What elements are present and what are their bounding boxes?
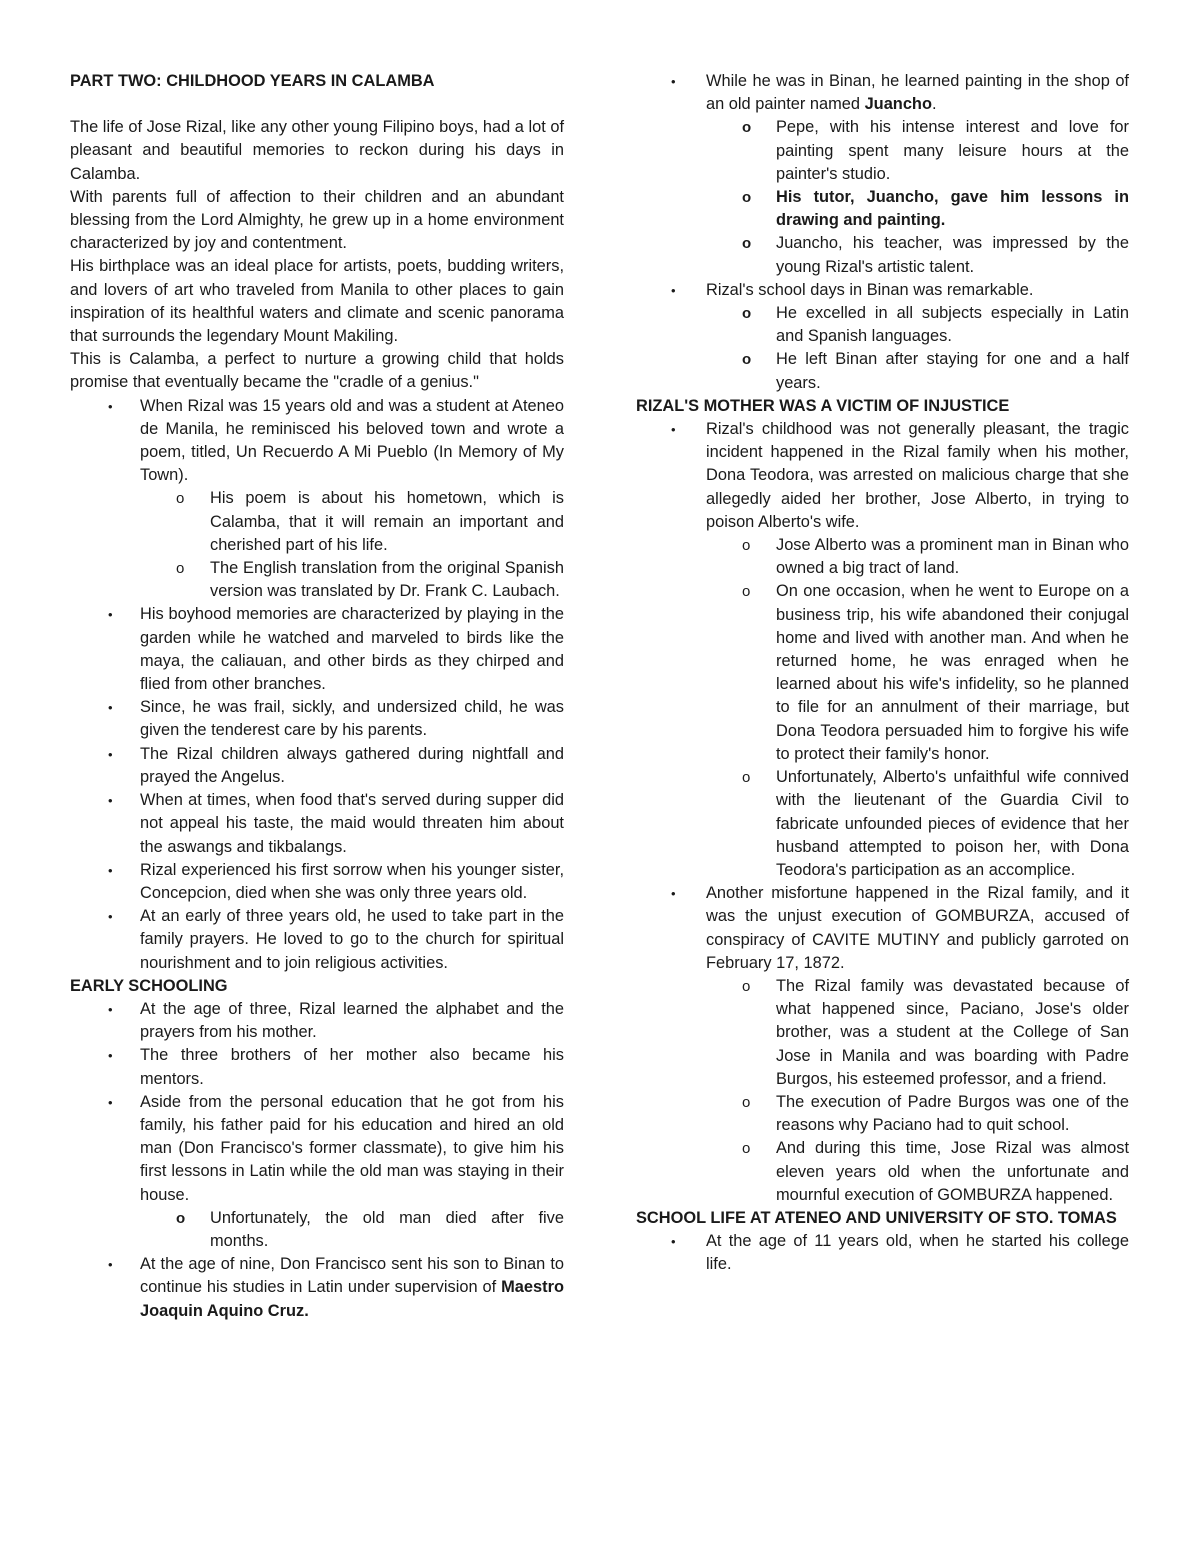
list-item-text: While he was in Binan, he learned painting in the shop of an old painter named bbox=[706, 72, 1129, 114]
bullet-icon: • bbox=[671, 886, 676, 902]
sub-list bbox=[636, 975, 1129, 1207]
intro-paragraph: His birthplace was an ideal place for artists, poets, budding writers, and lovers of art who traveled from Manila to other places to gain inspiration of its healthful waters and climate and scenic panorama that surrounds the legendary Mount Makiling. bbox=[70, 257, 564, 346]
sub-list-item bbox=[140, 487, 564, 557]
list-item bbox=[70, 743, 564, 789]
sub-list-item-text: He left Binan after staying for one and a half years. bbox=[776, 350, 1129, 392]
bullet-icon: • bbox=[108, 1257, 113, 1273]
sub-list-item-text: And during this time, Jose Rizal was almost eleven years old when the unfortunate and mournful execution of GOMBURZA happened. bbox=[776, 1139, 1129, 1204]
bullet-icon: • bbox=[671, 1234, 676, 1250]
list-item bbox=[70, 998, 564, 1044]
list-item bbox=[636, 279, 1129, 395]
sub-list-item bbox=[706, 580, 1129, 766]
intro-paragraph: The life of Jose Rizal, like any other young Filipino boys, had a lot of pleasant and beautiful memories to reckon during his days in Calamba. bbox=[70, 118, 564, 183]
sub-list-item-text: The English translation from the original Spanish version was translated by Dr. Frank C. Laubach. bbox=[210, 559, 564, 601]
sub-list-item-text: The Rizal family was devastated because of what happened since, Paciano, Jose's older brother, was a student at the College of San Jose in Manila and was boarding with Padre Burgos, his esteemed professor, and a friend. bbox=[776, 976, 1129, 1088]
right-column bbox=[636, 70, 1129, 1277]
list-item bbox=[636, 1230, 1129, 1276]
bullet-icon: • bbox=[108, 700, 113, 716]
sub-list-item bbox=[706, 232, 1129, 278]
list-item bbox=[70, 789, 564, 859]
list-item-text: When at times, when food that's served during supper did not appeal his taste, the maid would threaten him about the aswangs and tikbalangs. bbox=[140, 791, 564, 856]
sub-list-item-text: The execution of Padre Burgos was one of the reasons why Paciano had to quit school. bbox=[776, 1092, 1129, 1135]
bullet-icon: • bbox=[108, 1094, 113, 1110]
sub-list-item-text: His tutor, Juancho, gave him lessons in drawing and painting. bbox=[776, 188, 1129, 230]
bullet-icon: • bbox=[108, 862, 113, 878]
list-item bbox=[636, 70, 1129, 279]
section-heading-mother: RIZAL'S MOTHER WAS A VICTIM OF INJUSTICE bbox=[636, 396, 1010, 415]
list-item-text: Rizal's childhood was not generally pleasant, the tragic incident happened in the Rizal family when his mother, Dona Teodora, was arrested on malicious charge that she allegedly aided her brother, Jose Alberto, in trying to poison Alberto's wife. bbox=[706, 420, 1129, 531]
list-item-text: When Rizal was 15 years old and was a student at Ateneo de Manila, he reminisced his beloved town and wrote a poem, titled, Un Recuerdo A Mi Pueblo (In Memory of My Town). bbox=[140, 396, 564, 485]
sub-list-item-text: Unfortunately, Alberto's unfaithful wife connived with the lieutenant of the Guardia Civil to fabricate unfounded pieces of evidence that her husband attempted to poison her, with Dona Teodora's participation as an accomplice. bbox=[776, 768, 1129, 879]
circle-bullet-icon: o bbox=[742, 1093, 751, 1111]
sub-list-item bbox=[706, 1137, 1129, 1207]
bullet-icon: • bbox=[108, 909, 113, 925]
bullet-icon: • bbox=[108, 1001, 113, 1017]
mother-list bbox=[636, 418, 1129, 1207]
sub-list-item-text: Jose Alberto was a prominent man in Binan who owned a big tract of land. bbox=[776, 536, 1129, 578]
list-item bbox=[70, 859, 564, 905]
school-life-list bbox=[636, 1230, 1129, 1276]
list-item bbox=[70, 1091, 564, 1253]
circle-bullet-icon: o bbox=[742, 537, 751, 555]
list-item-text: The three brothers of her mother also became his mentors. bbox=[140, 1046, 564, 1088]
bullet-icon: • bbox=[108, 398, 113, 414]
bullet-icon: • bbox=[108, 746, 113, 762]
sub-list bbox=[636, 534, 1129, 882]
sub-list bbox=[70, 487, 564, 603]
bullet-icon: • bbox=[108, 793, 113, 809]
bullet-icon: • bbox=[108, 1048, 113, 1064]
sub-list bbox=[636, 116, 1129, 278]
circle-bullet-icon: o bbox=[742, 583, 751, 601]
binan-list bbox=[636, 70, 1129, 395]
sub-list-item-text: Pepe, with his intense interest and love for painting spent many leisure hours at the painter's studio. bbox=[776, 118, 1129, 183]
sub-list-item-text: His poem is about his hometown, which is Calamba, that it will remain an important and cherished part of his life. bbox=[210, 489, 564, 554]
sub-list-item-text: On one occasion, when he went to Europe on a business trip, his wife abandoned their conjugal home and lived with another man. And when he returned home, he was enraged when he learned about his wife's infidelity, so he planned to file for an annulment of their marriage, but Dona Teodora persuaded him to forgive his wife to protect their family's honor. bbox=[776, 582, 1129, 763]
intro-paragraph: With parents full of affection to their children and an abundant blessing from the Lord Almighty, he grew up in a home environment characterized by joy and contentment. bbox=[70, 187, 564, 253]
list-item bbox=[70, 1044, 564, 1090]
bullet-icon: • bbox=[671, 422, 676, 438]
circle-bullet-icon: o bbox=[176, 490, 185, 508]
circle-bullet-icon: o bbox=[742, 351, 752, 369]
list-item-text: Another misfortune happened in the Rizal family, and it was the unjust execution of GOMBURZA, accused of conspiracy of CAVITE MUTINY and publicly garroted on February 17, 1872. bbox=[706, 884, 1129, 972]
list-item bbox=[70, 395, 564, 604]
circle-bullet-icon: o bbox=[742, 1140, 751, 1158]
intro-paragraph: This is Calamba, a perfect to nurture a growing child that holds promise that eventually became the "cradle of a genius." bbox=[70, 350, 564, 392]
circle-bullet-icon: o bbox=[742, 305, 752, 323]
sub-list-item bbox=[706, 186, 1129, 232]
section-heading-school-life: SCHOOL LIFE AT ATENEO AND UNIVERSITY OF STO. TOMAS bbox=[636, 1208, 1117, 1227]
list-item bbox=[70, 603, 564, 696]
list-item-text: Rizal experienced his first sorrow when his younger sister, Concepcion, died when she was only three years old. bbox=[140, 860, 564, 902]
list-item-text: His boyhood memories are characterized by playing in the garden while he watched and marveled to birds like the maya, the caliauan, and other birds as they chirped and flied from other branches. bbox=[140, 605, 564, 694]
sub-list-item-text: Unfortunately, the old man died after five months. bbox=[210, 1208, 564, 1250]
section-heading-early-schooling: EARLY SCHOOLING bbox=[70, 976, 228, 995]
sub-list-item bbox=[706, 1091, 1129, 1137]
list-item bbox=[636, 418, 1129, 882]
circle-bullet-icon: o bbox=[742, 119, 752, 137]
page-title: PART TWO: CHILDHOOD YEARS IN CALAMBA bbox=[70, 72, 435, 90]
list-item-text: At the age of nine, Don Francisco sent his son to Binan to continue his studies in Latin under supervision of bbox=[140, 1255, 564, 1297]
bullet-icon: • bbox=[671, 282, 676, 298]
bullet-icon: • bbox=[671, 74, 676, 89]
sub-list-item bbox=[706, 975, 1129, 1091]
sub-list bbox=[636, 302, 1129, 395]
list-item-text-suffix: . bbox=[931, 95, 937, 114]
list-item bbox=[70, 1253, 564, 1323]
painter-name: Juancho bbox=[864, 95, 932, 114]
list-item bbox=[70, 696, 564, 742]
teacher-name: Maestro Joaquin Aquino Cruz. bbox=[140, 1278, 564, 1320]
sub-list bbox=[70, 1207, 564, 1253]
sub-list-item-text: He excelled in all subjects especially in Latin and Spanish languages. bbox=[776, 304, 1129, 346]
sub-list-item bbox=[706, 766, 1129, 882]
list-item-text: Rizal's school days in Binan was remarkable. bbox=[706, 280, 1034, 299]
list-item bbox=[636, 882, 1129, 1207]
sub-list-item bbox=[706, 534, 1129, 580]
list-item-text: At an early of three years old, he used to take part in the family prayers. He loved to go to the church for spiritual nourishment and to join religious activities. bbox=[140, 907, 564, 972]
circle-bullet-icon: o bbox=[176, 560, 185, 578]
circle-bullet-icon: o bbox=[742, 769, 751, 787]
circle-bullet-icon: o bbox=[742, 235, 752, 253]
circle-bullet-icon: o bbox=[742, 977, 751, 995]
list-item-text: At the age of 11 years old, when he started his college life. bbox=[706, 1232, 1129, 1274]
early-schooling-list bbox=[70, 998, 564, 1323]
list-item-text: Since, he was frail, sickly, and undersized child, he was given the tenderest care by his parents. bbox=[140, 698, 564, 740]
left-column bbox=[70, 70, 564, 1323]
list-item bbox=[70, 905, 564, 975]
circle-bullet-icon: o bbox=[742, 189, 752, 207]
sub-list-item bbox=[140, 557, 564, 603]
sub-list-item bbox=[706, 302, 1129, 348]
list-item-text: Aside from the personal education that he got from his family, his father paid for his education and hired an old man (Don Francisco's former classmate), to give him his first lessons in Latin while the old man was staying in their house. bbox=[140, 1092, 564, 1204]
sub-list-item bbox=[706, 116, 1129, 186]
sub-list-item-text: Juancho, his teacher, was impressed by the young Rizal's artistic talent. bbox=[776, 234, 1129, 276]
sub-list-item bbox=[706, 348, 1129, 394]
sub-list-item bbox=[140, 1207, 564, 1253]
bullet-icon: • bbox=[108, 607, 113, 623]
circle-bullet-icon: o bbox=[176, 1209, 186, 1227]
list-item-text: At the age of three, Rizal learned the alphabet and the prayers from his mother. bbox=[140, 999, 564, 1042]
list-item-text: The Rizal children always gathered during nightfall and prayed the Angelus. bbox=[140, 744, 564, 786]
childhood-list bbox=[70, 395, 564, 975]
